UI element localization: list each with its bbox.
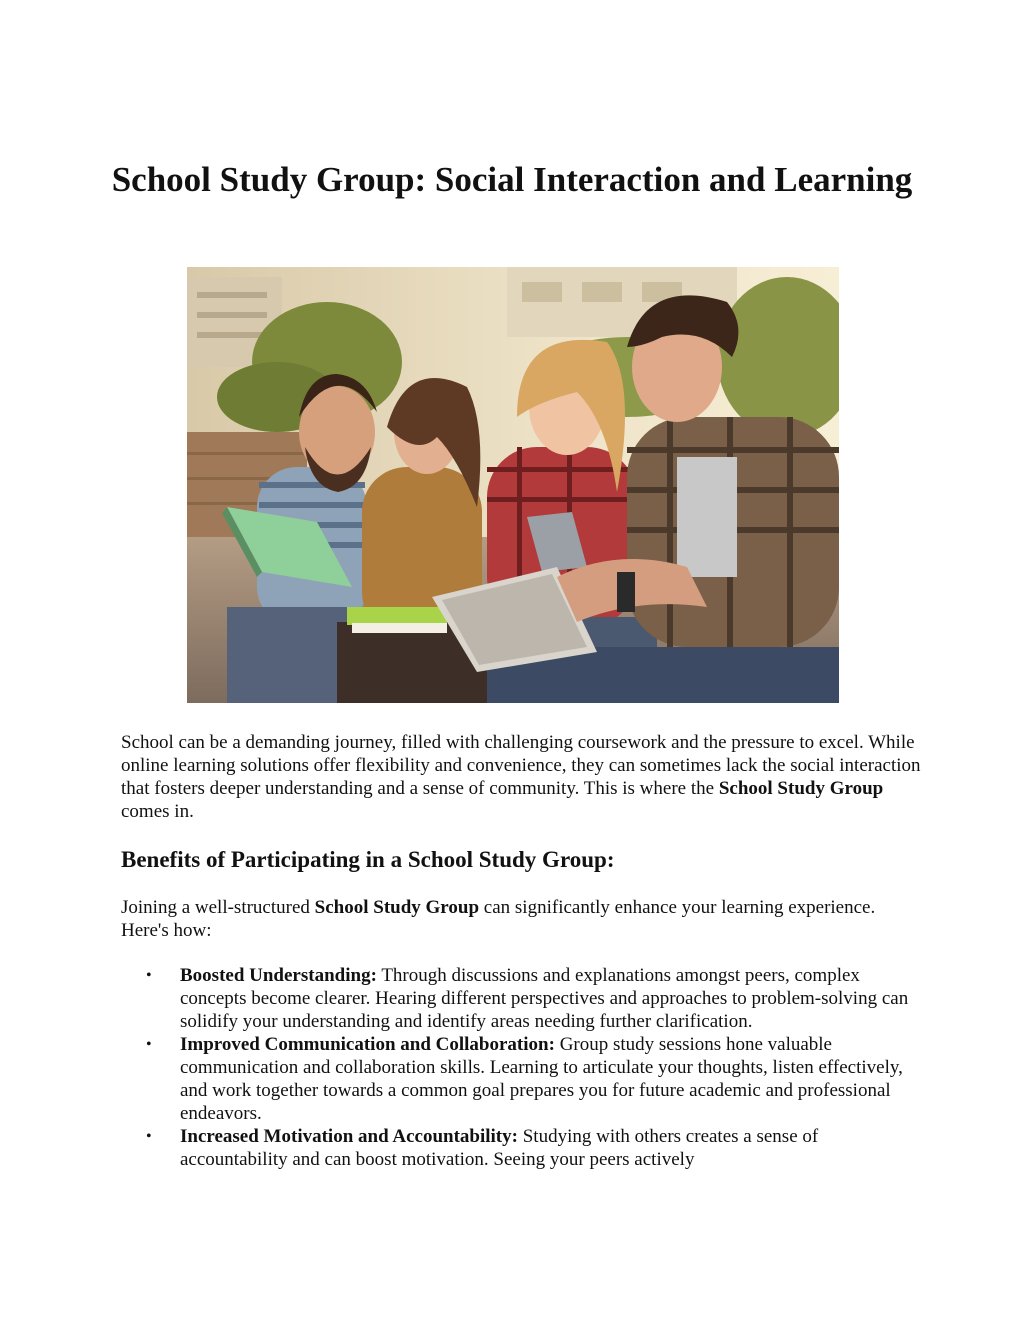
list-item [121, 1033, 911, 1125]
benefits-heading: Benefits of Participating in a School Study Group: [121, 847, 615, 872]
intro-paragraph: School can be a demanding journey, filled with challenging coursework and the pressure to excel. While online learning solutions offer flexibility and convenience, they can sometimes lack the social interaction that fosters deeper understanding and a sense of community. This is where the School Study Group comes in. [121, 732, 921, 822]
bullet-icon: • [146, 1128, 152, 1145]
lead-paragraph: Joining a well-structured School Study Group can significantly enhance your learning experience. Here's how: [121, 897, 876, 941]
page-title: School Study Group: Social Interaction and Learning [111, 160, 913, 199]
benefit-text: Studying with others creates a sense of accountability and can boost motivation. Seeing your peers actively [180, 1126, 819, 1170]
bullet-icon: • [146, 967, 152, 984]
students-photo-illustration [187, 267, 839, 703]
hero-photo [187, 267, 839, 703]
benefit-title: Increased Motivation and Accountability: [180, 1126, 518, 1147]
lead-keyword: School Study Group [314, 897, 480, 918]
bullet-icon: • [146, 1036, 152, 1053]
benefit-text: Through discussions and explanations amongst peers, complex concepts become clearer. Hearing different perspectives and approaches to problem-solving can solidify your understanding and identify areas needing further clarification. [180, 965, 909, 1032]
list-item [121, 1125, 911, 1171]
benefits-list [121, 964, 911, 1171]
wristwatch [617, 572, 635, 612]
book-stack [347, 607, 447, 625]
benefit-title: Boosted Understanding: [180, 965, 377, 986]
list-item [121, 964, 911, 1033]
benefit-text: Group study sessions hone valuable communication and collaboration skills. Learning to articulate your thoughts, listen effectively, and work together towards a common goal prepares you for future academic and professional endeavors. [180, 1034, 903, 1124]
benefit-title: Improved Communication and Collaboration: [180, 1034, 555, 1055]
intro-keyword: School Study Group [718, 778, 884, 799]
